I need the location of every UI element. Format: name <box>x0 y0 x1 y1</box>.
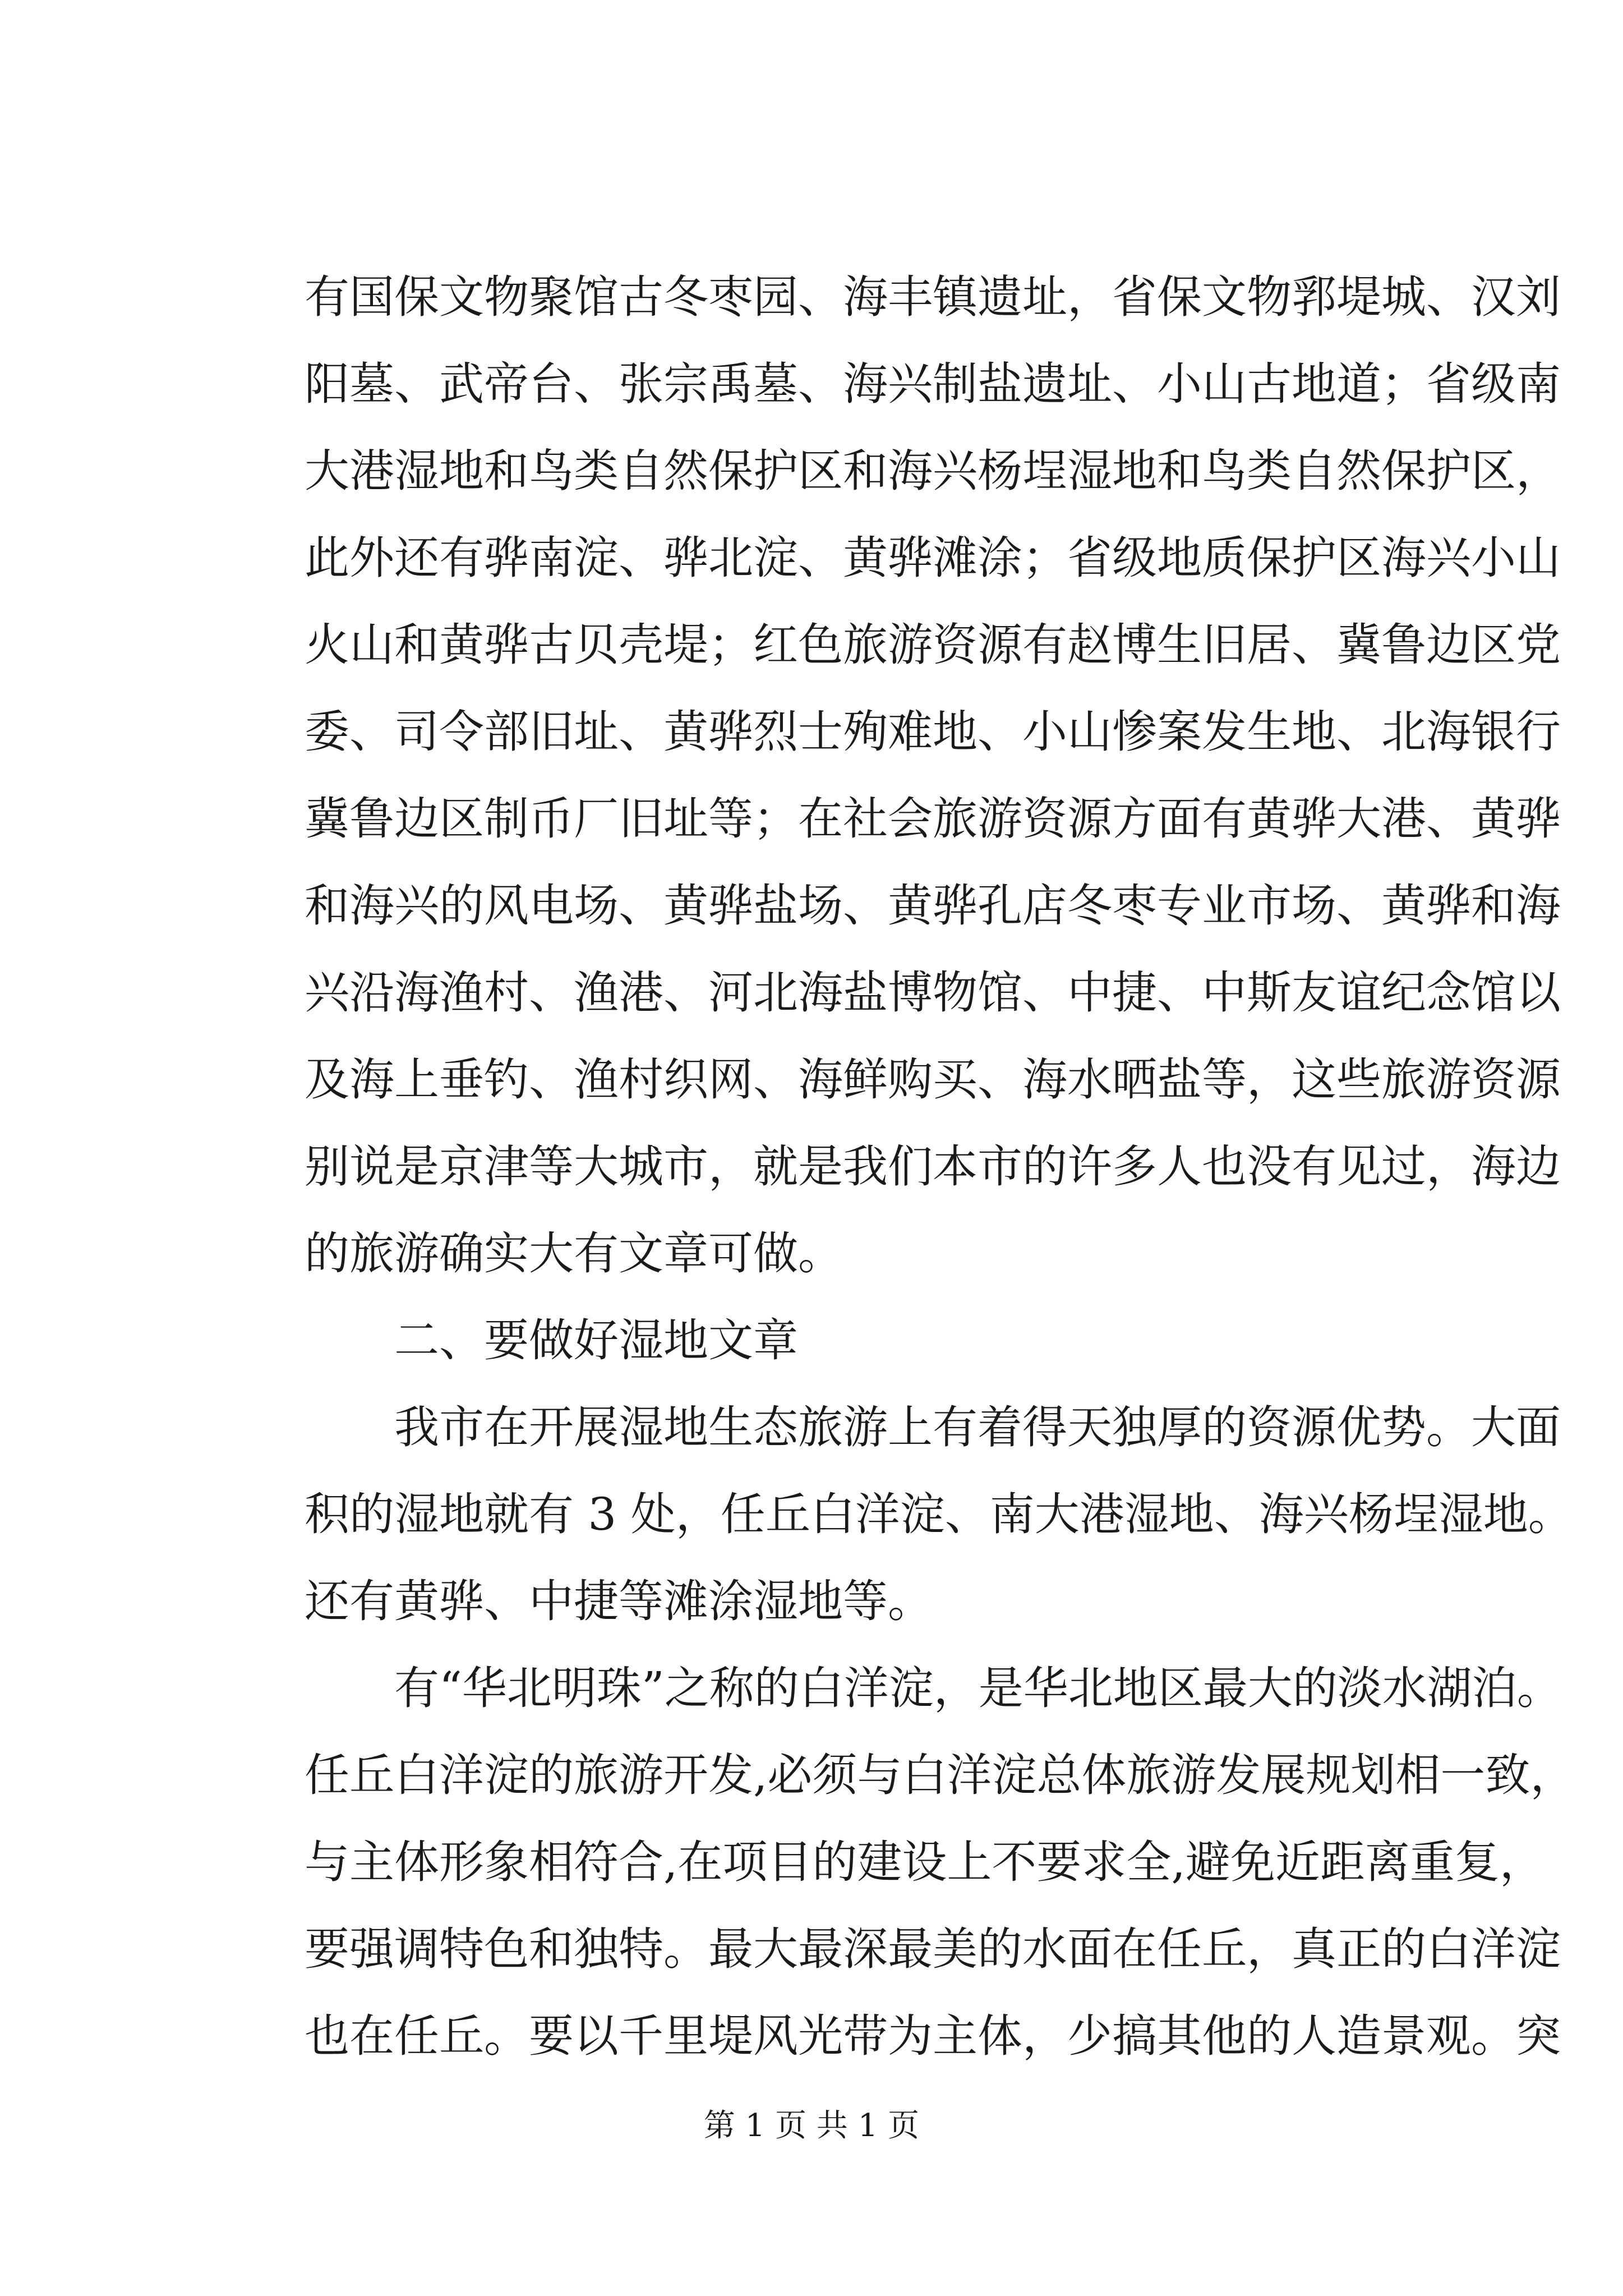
text-line: 还有黄骅、中捷等滩涂湿地等。 <box>305 1575 933 1627</box>
text-line: 和海兴的风电场、黄骅盐场、黄骅孔店冬枣专业市场、黄骅和海 <box>305 880 1561 932</box>
page-number: 第 1 页 共 1 页 <box>703 2108 920 2144</box>
text-line: 要强调特色和独特。最大最深最美的水面在任丘，真正的白洋淀 <box>305 1923 1561 1975</box>
text-line: 兴沿海渔村、渔港、河北海盐博物馆、中捷、中斯友谊纪念馆以 <box>305 967 1561 1019</box>
text-line: 有“华北明珠”之称的白洋淀，是华北地区最大的淡水湖泊。 <box>394 1662 1562 1714</box>
body-text <box>305 254 1575 2079</box>
text-line: 此外还有骅南淀、骅北淀、黄骅滩涂；省级地质保护区海兴小山 <box>305 532 1561 584</box>
text-line: 阳墓、武帝台、张宗禹墓、海兴制盐遗址、小山古地道；省级南 <box>305 358 1561 410</box>
text-line: 及海上垂钓、渔村织网、海鲜购买、海水晒盐等，这些旅游资源 <box>305 1053 1561 1106</box>
text-line: 冀鲁边区制币厂旧址等；在社会旅游资源方面有黄骅大港、黄骅 <box>305 793 1561 845</box>
text-line: 火山和黄骅古贝壳堤；红色旅游资源有赵博生旧居、冀鲁边区党 <box>305 619 1561 671</box>
text-line: 我市在开展湿地生态旅游上有着得天独厚的资源优势。大面 <box>394 1401 1561 1453</box>
text-line: 任丘白洋淀的旅游开发,必须与白洋淀总体旅游发展规划相一致， <box>305 1749 1575 1801</box>
text-line: 有国保文物聚馆古冬枣园、海丰镇遗址，省保文物郛堤城、汉刘 <box>305 271 1561 323</box>
text-line: 大港湿地和鸟类自然保护区和海兴杨埕湿地和鸟类自然保护区， <box>305 445 1561 497</box>
text-line: 委、司令部旧址、黄骅烈士殉难地、小山惨案发生地、北海银行 <box>305 706 1561 758</box>
text-line: 的旅游确实大有文章可做。 <box>305 1227 843 1280</box>
text-line: 也在任丘。要以千里堤风光带为主体，少搞其他的人造景观。突 <box>305 2010 1561 2062</box>
text-line: 积的湿地就有 3 处，任丘白洋淀、南大港湿地、海兴杨埕湿地。 <box>305 1488 1573 1540</box>
text-line: 别说是京津等大城市，就是我们本市的许多人也没有见过，海边 <box>305 1140 1561 1193</box>
section-heading: 二、要做好湿地文章 <box>394 1314 798 1366</box>
text-line: 与主体形象相符合,在项目的建设上不要求全,避免近距离重复， <box>305 1836 1544 1888</box>
